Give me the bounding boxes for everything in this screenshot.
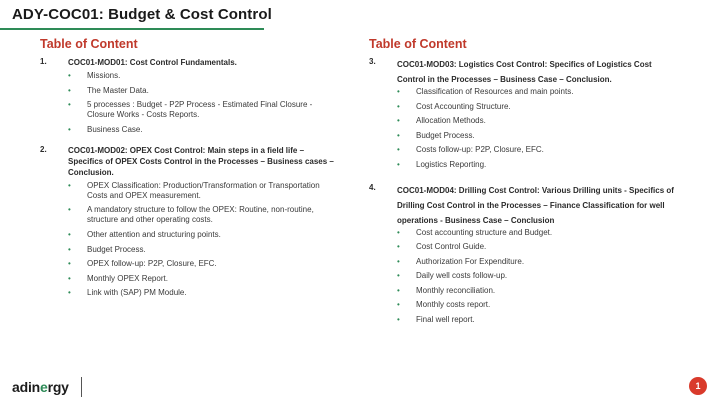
bullet-icon: • <box>397 256 400 266</box>
right-column <box>369 37 679 338</box>
bullet-icon: • <box>397 285 400 295</box>
bullet-icon: • <box>397 130 400 140</box>
section-number: 1. <box>40 57 47 66</box>
section-number: 3. <box>369 57 376 66</box>
list-item: • Cost accounting structure and Budget. <box>397 227 553 237</box>
bullet-icon: • <box>68 205 71 215</box>
list-item: • Budget Process. <box>68 244 146 254</box>
list-item: • Costs follow-up: P2P, Closure, EFC. <box>397 145 544 154</box>
toc-section-3 <box>369 57 679 170</box>
section-number: 4. <box>369 182 376 192</box>
list-item: • Monthly reconciliation. <box>397 285 496 295</box>
list-item: • A mandatory structure to follow the OPEX: Routine, non-routine, structure and other operating costs. <box>68 205 314 225</box>
bullet-icon: • <box>397 101 400 111</box>
bullet-icon: • <box>397 271 400 280</box>
bullet-icon: • <box>68 244 71 254</box>
list-item: • Missions. <box>68 71 121 80</box>
left-column <box>40 37 340 308</box>
slide-title: ADY-COC01: Budget & Cost Control <box>12 6 272 23</box>
bullet-icon: • <box>68 85 71 95</box>
company-logo <box>12 377 82 397</box>
bullet-icon: • <box>68 288 71 298</box>
bullet-icon: • <box>68 273 71 283</box>
list-item: • OPEX Classification: Production/Transformation or Transportation Costs and OPEX measurement. <box>68 180 320 200</box>
section-heading: COC01-MOD04: Drilling Cost Control: Various Drilling units - Specifics of Drilling Cost Control in the Processes – Finance Classification for well operations - Business Case – Conclusion <box>397 185 674 225</box>
list-item: • Cost Control Guide. <box>397 242 487 251</box>
bullet-list <box>397 228 679 325</box>
list-item: • Classification of Resources and main points. <box>397 87 574 96</box>
list-item: • The Master Data. <box>68 85 149 95</box>
bullet-icon: • <box>397 87 400 96</box>
list-item: • Business Case. <box>68 124 143 134</box>
list-item: • Authorization For Expenditure. <box>397 256 525 266</box>
list-item: • Allocation Methods. <box>397 116 486 125</box>
bullet-list <box>397 87 679 170</box>
bullet-icon: • <box>68 229 71 239</box>
list-item: • Logistics Reporting. <box>397 159 487 169</box>
list-item: • OPEX follow-up: P2P, Closure, EFC. <box>68 259 217 269</box>
bullet-icon: • <box>397 314 400 324</box>
section-number: 2. <box>40 144 47 154</box>
bullet-list <box>68 71 340 135</box>
bullet-icon: • <box>397 242 400 251</box>
list-item: • 5 processes : Budget - P2P Process - Estimated Final Closure - Closure Works - Costs Reports. <box>68 100 313 120</box>
list-item: • Budget Process. <box>397 130 475 140</box>
bullet-icon: • <box>68 100 71 110</box>
bullet-list <box>68 181 340 299</box>
page-number-badge: 1 <box>689 377 707 395</box>
section-heading: COC01-MOD02: OPEX Cost Control: Main steps in a field life – Specifics of OPEX Costs Control in the Processes – Business cases – Conclusion. <box>68 145 334 177</box>
bullet-icon: • <box>68 71 71 80</box>
bullet-icon: • <box>68 259 71 269</box>
bullet-icon: • <box>68 124 71 134</box>
bullet-icon: • <box>68 180 71 190</box>
list-item: • Link with (SAP) PM Module. <box>68 288 187 298</box>
toc-title-right: Table of Content <box>369 37 467 51</box>
bullet-icon: • <box>397 227 400 237</box>
section-heading: COC01-MOD01: Cost Control Fundamentals. <box>68 58 237 67</box>
bullet-icon: • <box>397 145 400 154</box>
list-item: • Cost Accounting Structure. <box>397 101 511 111</box>
title-underline <box>0 28 264 30</box>
list-item: • Other attention and structuring points. <box>68 229 221 239</box>
logo-divider <box>81 377 82 397</box>
list-item: • Monthly costs report. <box>397 300 491 309</box>
toc-section-1 <box>40 57 340 135</box>
list-item: • Final well report. <box>397 314 475 324</box>
toc-section-4 <box>369 183 679 325</box>
toc-title-left: Table of Content <box>40 37 138 51</box>
section-heading: COC01-MOD03: Logistics Cost Control: Specifics of Logistics Cost Control in the Processes – Business Case – Conclusion. <box>397 60 652 84</box>
bullet-icon: • <box>397 116 400 125</box>
list-item: • Daily well costs follow-up. <box>397 271 508 280</box>
toc-section-2 <box>40 145 340 299</box>
list-item: • Monthly OPEX Report. <box>68 273 168 283</box>
bullet-icon: • <box>397 159 400 169</box>
logo-wordmark: adinergy <box>12 379 69 395</box>
bullet-icon: • <box>397 300 400 309</box>
